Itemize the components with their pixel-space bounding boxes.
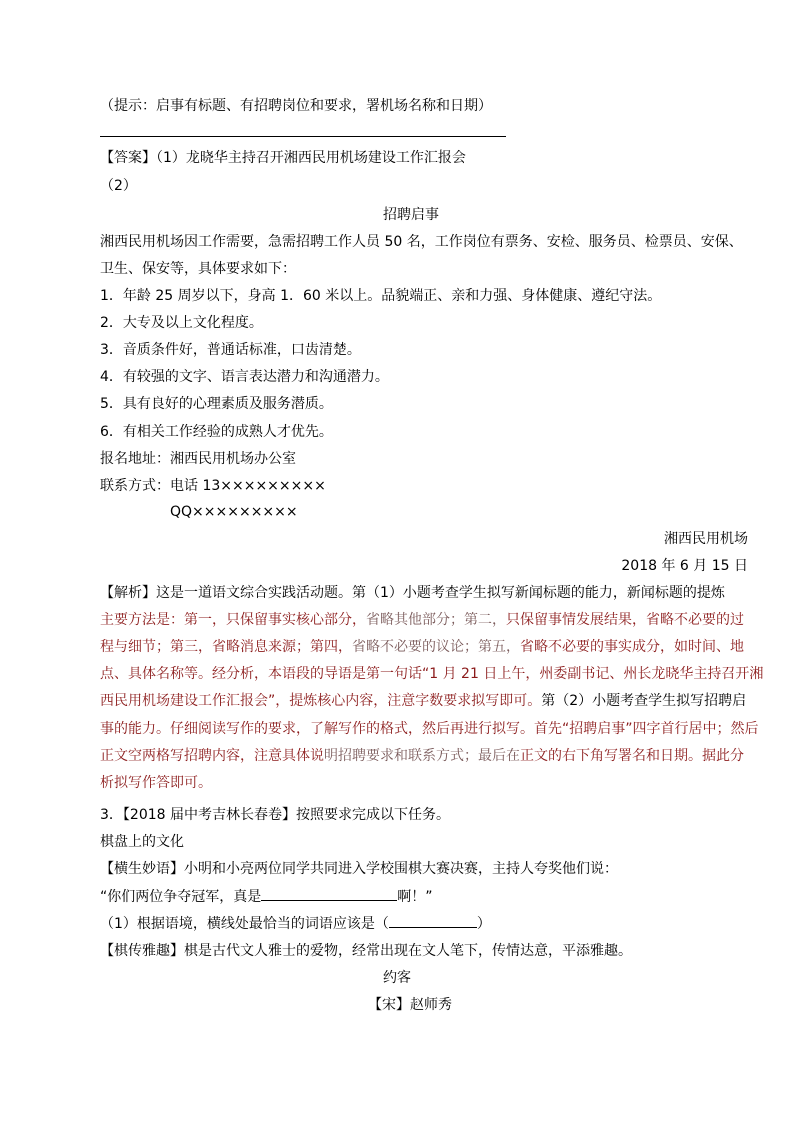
analysis-line: 事的能力。仔细阅读写作的要求，了解写作的格式，然后再进行拟写。首先“招聘启事”四字首行居中；然后: [100, 721, 759, 737]
answer-part1: （1）龙晓华主持召开湘西民用机场建设工作汇报会: [156, 150, 466, 166]
requirement-item: 6．有相关工作经验的成熟人才优先。: [100, 424, 333, 440]
section-tag: 【横生妙语】: [100, 861, 184, 877]
application-address: 报名地址：湘西民用机场办公室: [100, 451, 296, 467]
hint-text: （提示：启事有标题、有招聘岗位和要求，署机场名称和日期）: [100, 98, 492, 114]
analysis-text: 正文的右下角写署名和日期。据此分: [520, 748, 744, 764]
answer-blank-line: [100, 136, 506, 137]
requirement-item: 1．年龄 25 周岁以下，身高 1．60 米以上。品貌端正、亲和力强、身体健康、遵纪守法。: [100, 288, 662, 304]
analysis-text: 省略不必要的议论；第五，: [352, 639, 520, 655]
poem-author: 【宋】赵师秀: [368, 997, 452, 1013]
answer-tag: 【答案】: [100, 150, 156, 166]
requirement-item: 5．具有良好的心理素质及服务潜质。: [100, 396, 333, 412]
answer-part1-line: [100, 148, 466, 168]
analysis-text: 只保留事情发展结果，省略不必要的过: [506, 612, 744, 628]
prompt-line: [100, 859, 618, 879]
analysis-text: 省略其他部分；第二，: [366, 612, 506, 628]
contact-qq: QQ×××××××××: [170, 504, 298, 520]
analysis-line: [100, 746, 744, 766]
prompt-line: [100, 941, 632, 961]
requirement-item: 2．大专及以上文化程度。: [100, 315, 263, 331]
sub-question-line: [100, 913, 491, 933]
quote-line: [100, 886, 433, 906]
notice-title: 招聘启事: [383, 207, 439, 223]
sub-question-text: ）: [476, 916, 491, 932]
analysis-text: 第（2）小题考查学生拟写招聘启: [541, 693, 747, 709]
quote-text: 啊！”: [397, 889, 433, 905]
analysis-line: [100, 583, 725, 603]
prompt-text: 棋是古代文人雅士的爱物，经常出现在文人笔下，传情达意，平添雅趣。: [184, 943, 632, 959]
section-title: 棋盘上的文化: [100, 834, 184, 850]
analysis-text: 明招聘要求和联系方式；最后在: [324, 748, 520, 764]
question-title: 3．【2018 届中考吉林长春卷】按照要求完成以下任务。: [100, 807, 450, 823]
prompt-text: 小明和小亮两位同学共同进入学校围棋大赛决赛，主持人夸奖他们说：: [184, 861, 618, 877]
poem-title: 约客: [383, 970, 411, 986]
section-tag: 【棋传雅趣】: [100, 943, 184, 959]
quote-text: “你们两位争夺冠军，真是: [100, 889, 262, 905]
analysis-text: 正文空两格写招聘内容，注意具体说: [100, 748, 324, 764]
requirement-item: 3．音质条件好，普通话标准，口齿清楚。: [100, 342, 361, 358]
analysis-line: 析拟写作答即可。: [100, 775, 212, 791]
analysis-tag: 【解析】: [100, 585, 156, 601]
analysis-line: [100, 610, 744, 630]
analysis-line: 点、具体名称等。经分析，本语段的导语是第一句话“1 月 21 日上午，州委副书记、州长龙晓华主持召开湘: [100, 666, 764, 682]
notice-date: 2018 年 6 月 15 日: [621, 558, 748, 574]
analysis-text: 西民用机场建设工作汇报会”，提炼核心内容，注意字数要求拟写即可。: [100, 693, 542, 709]
analysis-text: 这是一道语文综合实践活动题。第（1）小题考查学生拟写新闻标题的能力，新闻标题的提炼: [156, 585, 725, 601]
analysis-text: 主要方法是：第一，只保留事实核心部分，: [100, 612, 366, 628]
contact-phone: 联系方式：电话 13×××××××××: [100, 478, 326, 494]
answer-blank[interactable]: [389, 913, 477, 928]
sub-question-text: （1）根据语境，横线处最恰当的词语应该是（: [100, 916, 389, 932]
fill-in-blank[interactable]: [261, 886, 397, 901]
notice-body-line: 卫生、保安等，具体要求如下：: [100, 261, 296, 277]
notice-body-line: 湘西民用机场因工作需要，急需招聘工作人员 50 名，工作岗位有票务、安检、服务员、检票员、安保、: [100, 234, 743, 250]
analysis-line: [100, 691, 746, 711]
requirement-item: 4．有较强的文字、语言表达潜力和沟通潜力。: [100, 369, 389, 385]
analysis-text: 程与细节；第三，省略消息来源；第四，: [100, 639, 352, 655]
analysis-line: [100, 637, 744, 657]
answer-part2-label: （2）: [100, 178, 137, 194]
analysis-text: 省略不必要的事实成分，如时间、地: [520, 639, 744, 655]
notice-signature: 湘西民用机场: [664, 531, 748, 547]
